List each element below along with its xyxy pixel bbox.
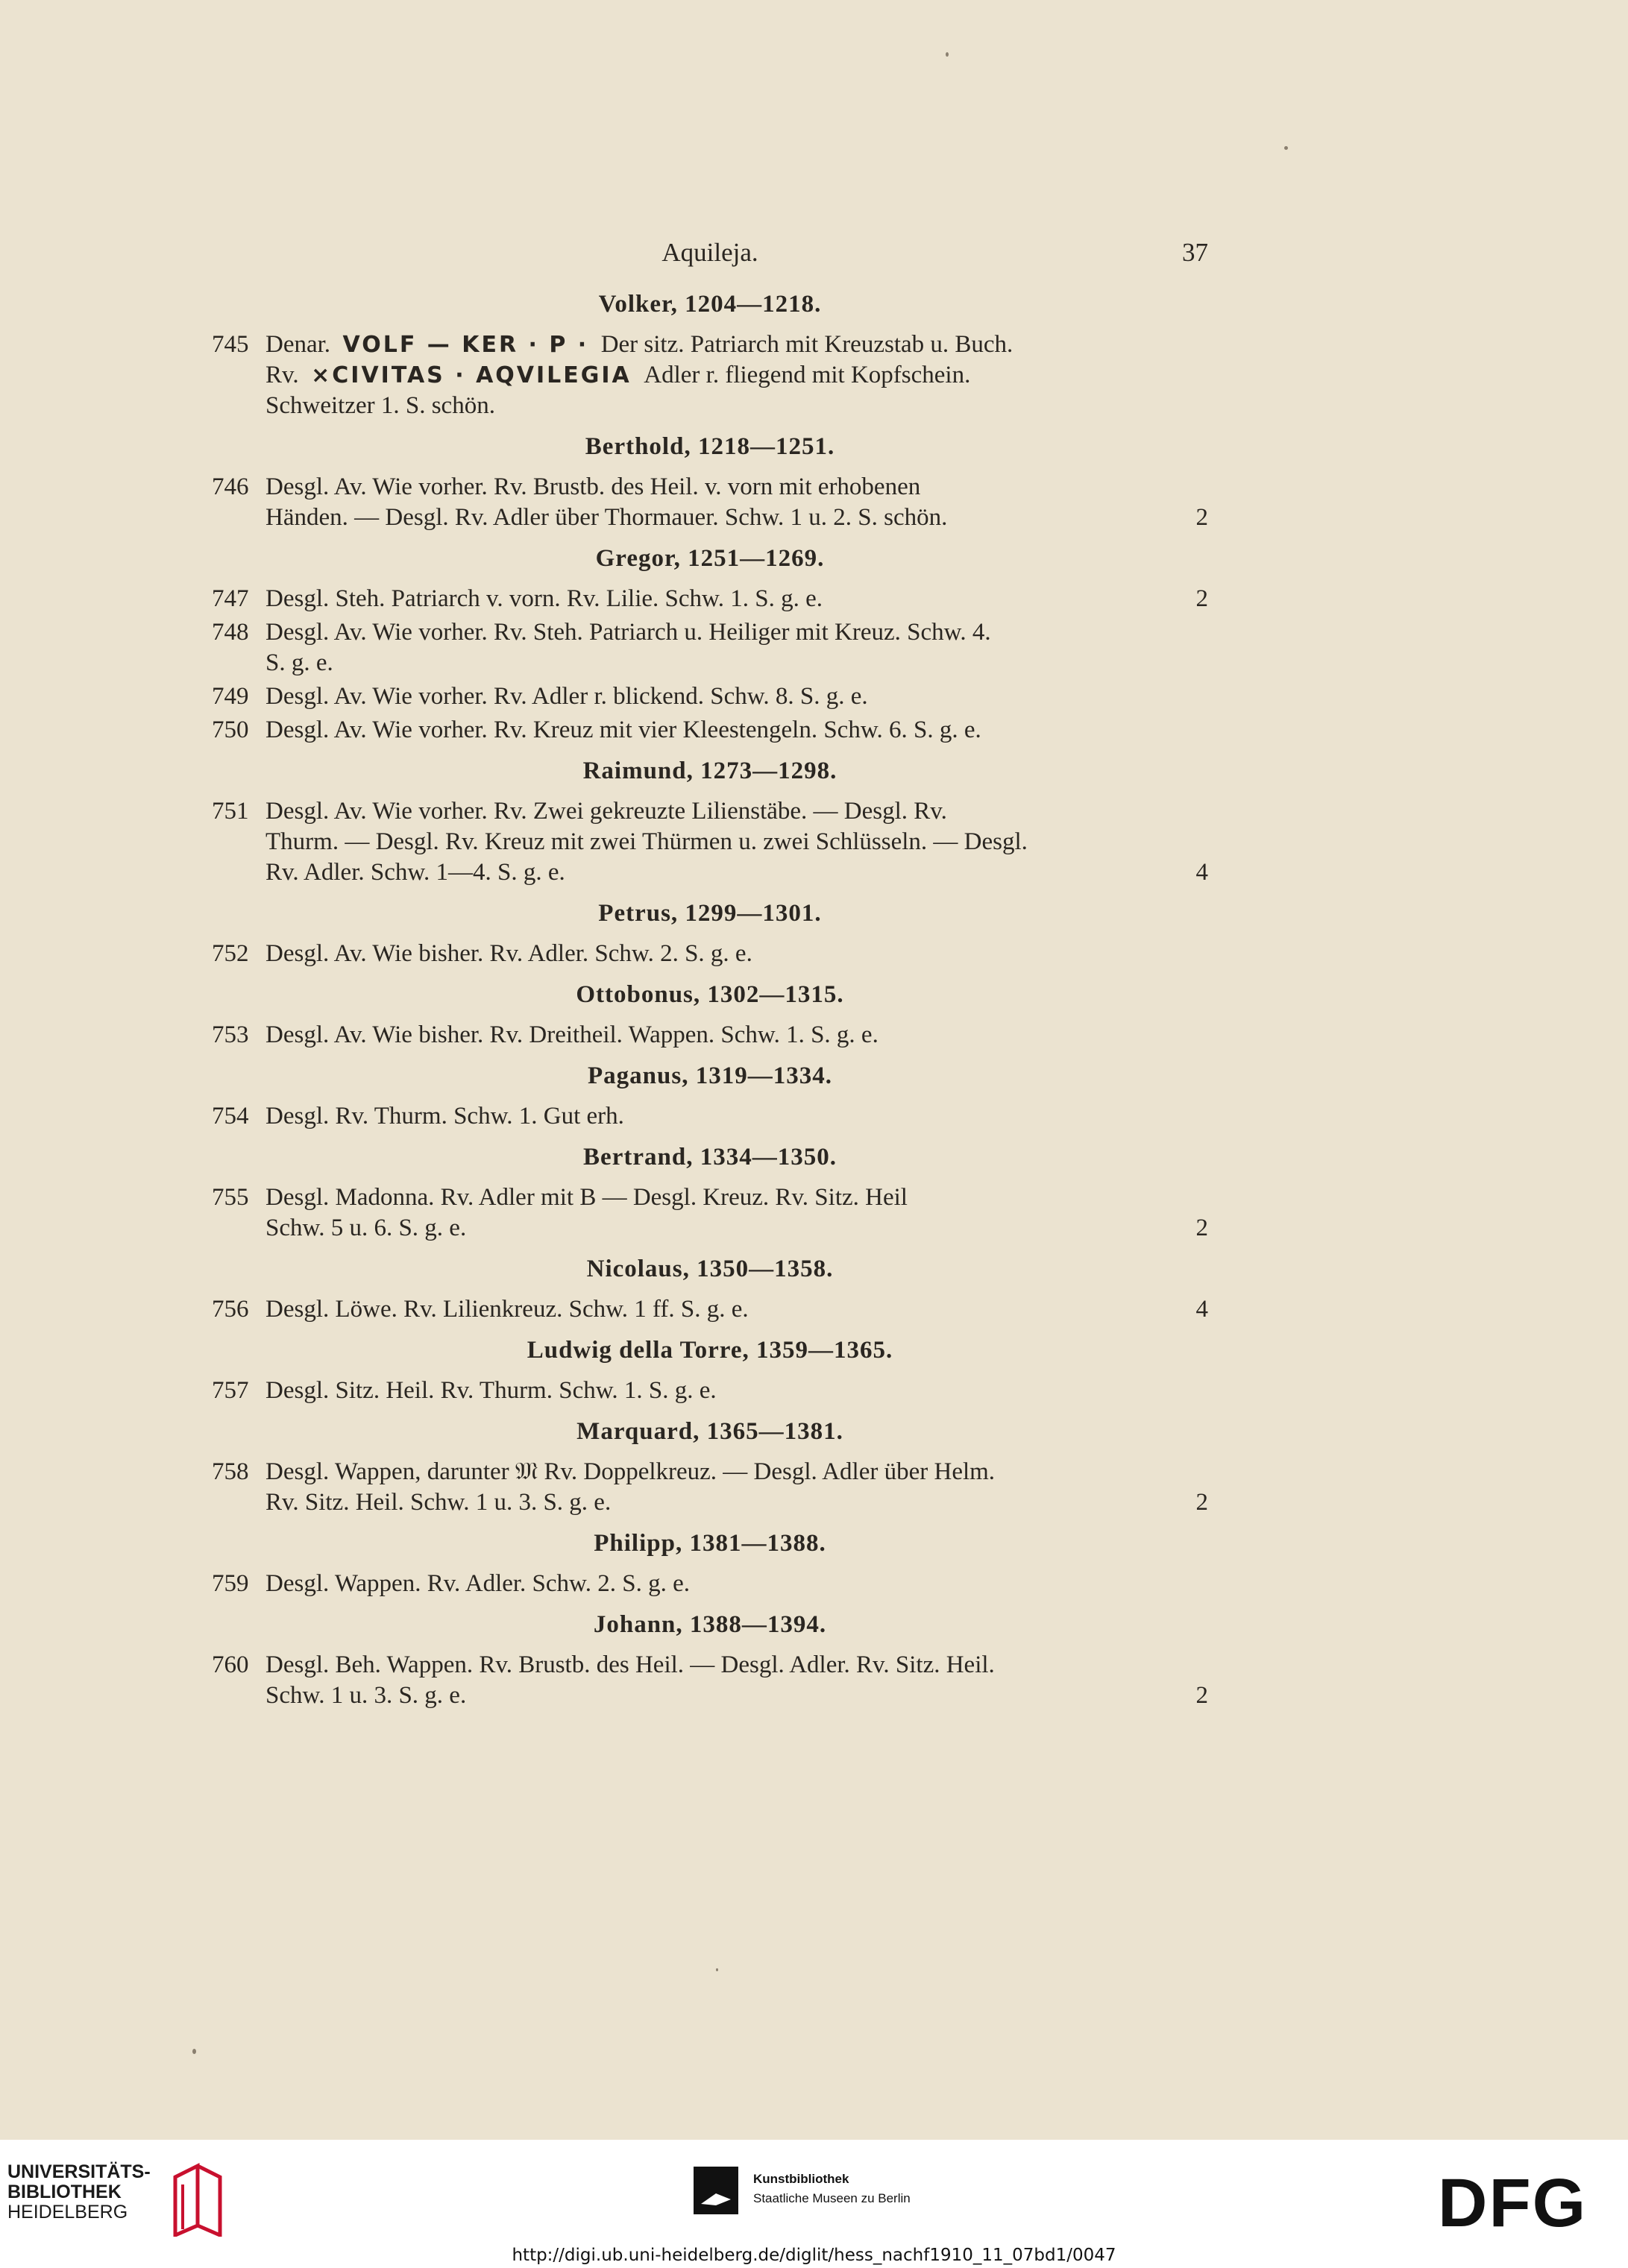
entry-line — [212, 1569, 1208, 1599]
entry-line — [212, 1457, 1208, 1487]
entry-text: Desgl. Av. Wie vorher. Rv. Zwei gekreuzte Lilienstäbe. — Desgl. Rv. — [265, 798, 947, 825]
entry-number: 754 — [212, 1103, 249, 1130]
entry-text: Desgl. Av. Wie vorher. Rv. Steh. Patriarch u. Heiliger mit Kreuz. Schw. 4. — [265, 619, 991, 646]
entry-text: Desgl. Av. Wie vorher. Rv. Brustb. des Heil. v. vorn mit erhobenen — [265, 473, 921, 500]
entry-text: Rv. Adler. Schw. 1—4. S. g. e. — [265, 859, 565, 886]
section-title: Johann, 1388—1394. — [593, 1611, 827, 1638]
entry-number: 753 — [212, 1021, 249, 1048]
entry-number: 748 — [212, 619, 249, 646]
entry-text: Händen. — Desgl. Rv. Adler über Thormauer. Schw. 1 u. 2. S. schön. — [265, 504, 948, 531]
entry-line — [212, 796, 1208, 827]
entry-number: 745 — [212, 331, 249, 358]
section-title: Volker, 1204—1218. — [598, 291, 822, 318]
ub-logo-text — [7, 2162, 151, 2223]
entry-text: Desgl. Löwe. Rv. Lilienkreuz. Schw. 1 ff. S. g. e. — [265, 1296, 749, 1323]
catalogue-entry — [212, 1569, 1208, 1599]
entry-line — [212, 391, 1208, 421]
entry-number: 752 — [212, 940, 249, 967]
entry-text: Desgl. Wappen. Rv. Adler. Schw. 2. S. g. e. — [265, 1570, 690, 1597]
entry-text: Desgl. Madonna. Rv. Adler mit B — Desgl. Kreuz. Rv. Sitz. Heil — [265, 1184, 908, 1211]
entry-text: Desgl. Av. Wie bisher. Rv. Dreitheil. Wappen. Schw. 1. S. g. e. — [265, 1021, 879, 1048]
catalogue-entry — [212, 715, 1208, 746]
catalogue-entry — [212, 681, 1208, 712]
entry-text: Desgl. Rv. Thurm. Schw. 1. Gut erh. — [265, 1103, 624, 1130]
coin-legend: ×CIVITAS · AQVILEGIA — [311, 362, 632, 388]
entry-number: 750 — [212, 716, 249, 743]
kb-logo-line1: Kunstbibliothek — [753, 2172, 849, 2186]
entry-number: 756 — [212, 1296, 249, 1323]
entry-line — [212, 1487, 1208, 1518]
section-title: Berthold, 1218—1251. — [585, 433, 835, 460]
section-title: Ottobonus, 1302—1315. — [576, 981, 844, 1008]
entry-line — [212, 857, 1208, 888]
ub-logo-line3: HEIDELBERG — [7, 2202, 128, 2223]
section-title: Marquard, 1365—1381. — [576, 1418, 843, 1445]
entry-line — [212, 1213, 1208, 1244]
entry-line — [212, 503, 1208, 533]
entry-price: 2 — [1195, 504, 1208, 531]
permalink-url[interactable]: http://digi.ub.uni-heidelberg.de/diglit/hess_nachf1910_11_07bd1/0047 — [512, 2246, 1116, 2265]
section-title: Gregor, 1251—1269. — [595, 545, 825, 572]
catalogue-entry — [212, 584, 1208, 614]
entry-text: S. g. e. — [265, 649, 333, 676]
entry-text: Rv. — [265, 362, 299, 388]
entry-line — [212, 1650, 1208, 1680]
document-page — [212, 237, 1208, 1714]
catalogue-entry — [212, 1294, 1208, 1325]
catalogue-entry — [212, 617, 1208, 678]
entry-line — [212, 681, 1208, 712]
entry-line — [212, 584, 1208, 614]
catalogue-entry — [212, 1101, 1208, 1132]
entry-text: Desgl. Steh. Patriarch v. vorn. Rv. Lilie. Schw. 1. S. g. e. — [265, 585, 823, 612]
entry-number: 759 — [212, 1570, 249, 1597]
running-head — [212, 237, 1208, 273]
section-title: Paganus, 1319—1334. — [588, 1062, 832, 1089]
entry-line — [212, 472, 1208, 503]
entry-line — [212, 1101, 1208, 1132]
entry-line — [212, 1376, 1208, 1406]
entry-price: 2 — [1195, 1682, 1208, 1709]
entry-line — [212, 1020, 1208, 1050]
entry-text: Desgl. Sitz. Heil. Rv. Thurm. Schw. 1. S. g. e. — [265, 1377, 717, 1404]
entry-number: 755 — [212, 1184, 249, 1211]
book-mark-icon — [168, 2162, 227, 2237]
entry-text: Schw. 1 u. 3. S. g. e. — [265, 1682, 467, 1709]
section-title: Philipp, 1381—1388. — [594, 1530, 826, 1557]
dfg-logo-text: DFG — [1438, 2173, 1588, 2232]
entry-line — [212, 360, 1208, 391]
entry-line — [212, 827, 1208, 857]
entry-text: Desgl. Wappen, darunter 𝔐 Rv. Doppelkreuz. — Desgl. Adler über Helm. — [265, 1458, 996, 1485]
entry-number: 757 — [212, 1377, 249, 1404]
kunstbibliothek-logo[interactable] — [694, 2167, 977, 2226]
entry-price: 2 — [1195, 1489, 1208, 1516]
entry-text-continued: Adler r. fliegend mit Kopfschein. — [644, 362, 971, 388]
entry-price: 4 — [1195, 859, 1208, 886]
entry-text: Desgl. Beh. Wappen. Rv. Brustb. des Heil. — Desgl. Adler. Rv. Sitz. Heil. — [265, 1651, 995, 1678]
paper-speck — [716, 1968, 718, 1971]
catalogue-entry — [212, 1650, 1208, 1711]
coin-legend: VOLF — KER · P · — [342, 332, 589, 358]
catalogue-entry — [212, 1376, 1208, 1406]
paper-speck — [1284, 146, 1288, 150]
entry-text: Schweitzer 1. S. schön. — [265, 392, 495, 419]
entry-line — [212, 1294, 1208, 1325]
entry-number: 751 — [212, 798, 249, 825]
entry-text: Desgl. Av. Wie vorher. Rv. Kreuz mit vier Kleestengeln. Schw. 6. S. g. e. — [265, 716, 981, 743]
catalogue-entry — [212, 796, 1208, 888]
section-title: Nicolaus, 1350—1358. — [586, 1256, 834, 1282]
entry-text: Thurm. — Desgl. Rv. Kreuz mit zwei Thürmen u. zwei Schlüsseln. — Desgl. — [265, 828, 1028, 855]
dfg-logo[interactable] — [1438, 2173, 1611, 2232]
entry-text-continued: Der sitz. Patriarch mit Kreuzstab u. Buch. — [600, 331, 1013, 358]
entry-number: 747 — [212, 585, 249, 612]
entry-line — [212, 715, 1208, 746]
entry-text: Denar. — [265, 331, 331, 358]
entry-price: 2 — [1195, 1215, 1208, 1241]
catalogue-sections — [212, 289, 1208, 1711]
entry-line — [212, 1680, 1208, 1711]
catalogue-entry — [212, 1020, 1208, 1050]
catalogue-entry — [212, 939, 1208, 969]
entry-text: Rv. Sitz. Heil. Schw. 1 u. 3. S. g. e. — [265, 1489, 612, 1516]
entry-price: 2 — [1195, 585, 1208, 612]
entry-number: 746 — [212, 473, 249, 500]
catalogue-entry — [212, 472, 1208, 533]
entry-price: 4 — [1195, 1296, 1208, 1323]
paper-speck — [192, 2049, 196, 2054]
entry-line — [212, 330, 1208, 360]
section-title: Petrus, 1299—1301. — [598, 900, 822, 927]
catalogue-entry — [212, 330, 1208, 421]
entry-text: Desgl. Av. Wie vorher. Rv. Adler r. blickend. Schw. 8. S. g. e. — [265, 683, 868, 710]
entry-line — [212, 648, 1208, 678]
kb-logo-line2: Staatliche Museen zu Berlin — [753, 2191, 911, 2205]
kunstbibliothek-mark-icon — [694, 2167, 738, 2214]
section-title: Bertrand, 1334—1350. — [583, 1144, 837, 1171]
entry-line — [212, 617, 1208, 648]
entry-text: Schw. 5 u. 6. S. g. e. — [265, 1215, 467, 1241]
ub-logo-line1: UNIVERSITÄTS- — [7, 2161, 151, 2182]
ub-heidelberg-logo[interactable] — [7, 2162, 231, 2244]
running-head-title: Aquileja. — [661, 238, 758, 267]
section-title: Ludwig della Torre, 1359—1365. — [527, 1337, 893, 1364]
entry-number: 760 — [212, 1651, 249, 1678]
entry-number: 758 — [212, 1458, 249, 1485]
entry-number: 749 — [212, 683, 249, 710]
kunstbibliothek-text — [753, 2170, 911, 2208]
page-number: 37 — [1182, 238, 1208, 267]
section-title: Raimund, 1273—1298. — [582, 757, 837, 784]
entry-line — [212, 939, 1208, 969]
catalogue-entry — [212, 1457, 1208, 1518]
catalogue-entry — [212, 1182, 1208, 1244]
digitization-footer — [0, 2140, 1628, 2268]
entry-line — [212, 1182, 1208, 1213]
entry-text: Desgl. Av. Wie bisher. Rv. Adler. Schw. 2. S. g. e. — [265, 940, 752, 967]
paper-speck — [946, 52, 949, 57]
ub-logo-line2: BIBLIOTHEK — [7, 2182, 122, 2202]
